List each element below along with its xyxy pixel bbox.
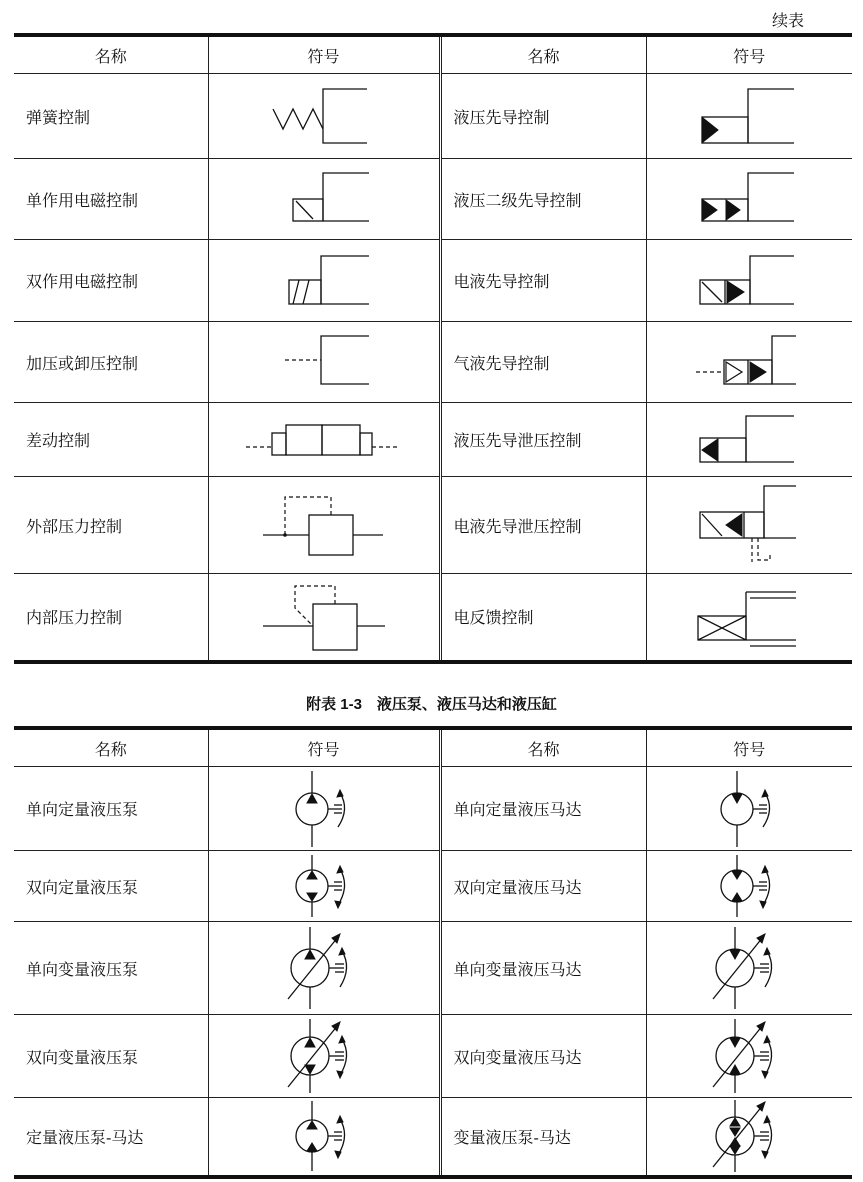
symbol-name: 变量液压泵-马达 [440,1098,646,1177]
symbol-name: 单作用电磁控制 [14,159,208,240]
unidirectional-variable-motor-icon [707,925,791,1011]
symbol-name: 液压先导控制 [440,74,646,159]
pressurize-or-relief-control-icon [269,332,379,392]
table-header-row [14,728,852,767]
control-symbols-table [14,33,852,664]
symbol-name: 定量液压泵-马达 [14,1098,208,1177]
symbol-name: 双向定量液压泵 [14,851,208,922]
table-row [14,159,852,240]
symbol-name: 单向变量液压马达 [440,922,646,1015]
symbol-name: 单向定量液压泵 [14,767,208,851]
symbol-name: 双向变量液压马达 [440,1015,646,1098]
symbol-name: 双向定量液压马达 [440,851,646,922]
symbol-name: 双向变量液压泵 [14,1015,208,1098]
spring-control-icon [269,83,379,149]
table-row [14,240,852,322]
table-row [14,851,852,922]
header-symbol: 符号 [646,35,852,74]
internal-pressure-control-icon [259,578,389,656]
hydraulic-pilot-relief-icon [694,412,804,468]
table-row [14,403,852,477]
table-row [14,574,852,662]
bidirectional-fixed-motor-icon [709,853,789,919]
header-symbol: 符号 [646,728,852,767]
table-caption: 附表 1-3 液压泵、液压马达和液压缸 [306,696,557,713]
symbol-name: 气液先导控制 [440,322,646,403]
symbol-name: 差动控制 [14,403,208,477]
table-header-row [14,35,852,74]
pneumatic-hydraulic-pilot-icon [694,332,804,392]
table-row [14,477,852,574]
symbol-name: 电液先导控制 [440,240,646,322]
external-pressure-control-icon [259,485,389,565]
symbol-name: 内部压力控制 [14,574,208,662]
hydraulic-pilot-control-icon [694,83,804,149]
symbol-name: 电反馈控制 [440,574,646,662]
table-row [14,322,852,403]
symbol-name: 液压二级先导控制 [440,159,646,240]
electro-hydraulic-pilot-icon [694,250,804,312]
header-name: 名称 [440,728,646,767]
symbol-name: 外部压力控制 [14,477,208,574]
symbol-name: 电液先导泄压控制 [440,477,646,574]
bidirectional-variable-pump-icon [282,1017,366,1095]
symbol-name: 液压先导泄压控制 [440,403,646,477]
fixed-pump-motor-icon [284,1099,364,1173]
symbol-name: 双作用电磁控制 [14,240,208,322]
table-row [14,1015,852,1098]
differential-control-icon [244,417,404,463]
electro-hydraulic-pilot-relief-icon [694,482,804,568]
table-row [14,767,852,851]
variable-pump-motor-icon [707,1098,791,1174]
header-symbol: 符号 [208,728,440,767]
table-row [14,922,852,1015]
hydraulic-two-stage-pilot-icon [694,169,804,229]
header-name: 名称 [440,35,646,74]
symbol-name: 单向定量液压马达 [440,767,646,851]
symbol-name: 加压或卸压控制 [14,322,208,403]
header-name: 名称 [94,739,127,759]
bidirectional-fixed-pump-icon [284,853,364,919]
unidirectional-fixed-motor-icon [709,769,789,849]
double-acting-solenoid-icon [269,250,379,312]
unidirectional-variable-pump-icon [282,925,366,1011]
table-row [14,74,852,159]
single-acting-solenoid-icon [269,169,379,229]
pump-motor-symbols-table [14,726,852,1179]
header-symbol: 符号 [208,35,440,74]
unidirectional-fixed-pump-icon [284,769,364,849]
bidirectional-variable-motor-icon [707,1017,791,1095]
symbol-name: 弹簧控制 [14,74,208,159]
continued-label: 续表 [772,11,805,30]
table-row [14,1098,852,1177]
electric-feedback-control-icon [694,582,804,652]
symbol-name: 单向变量液压泵 [14,922,208,1015]
header-name: 名称 [94,46,127,66]
